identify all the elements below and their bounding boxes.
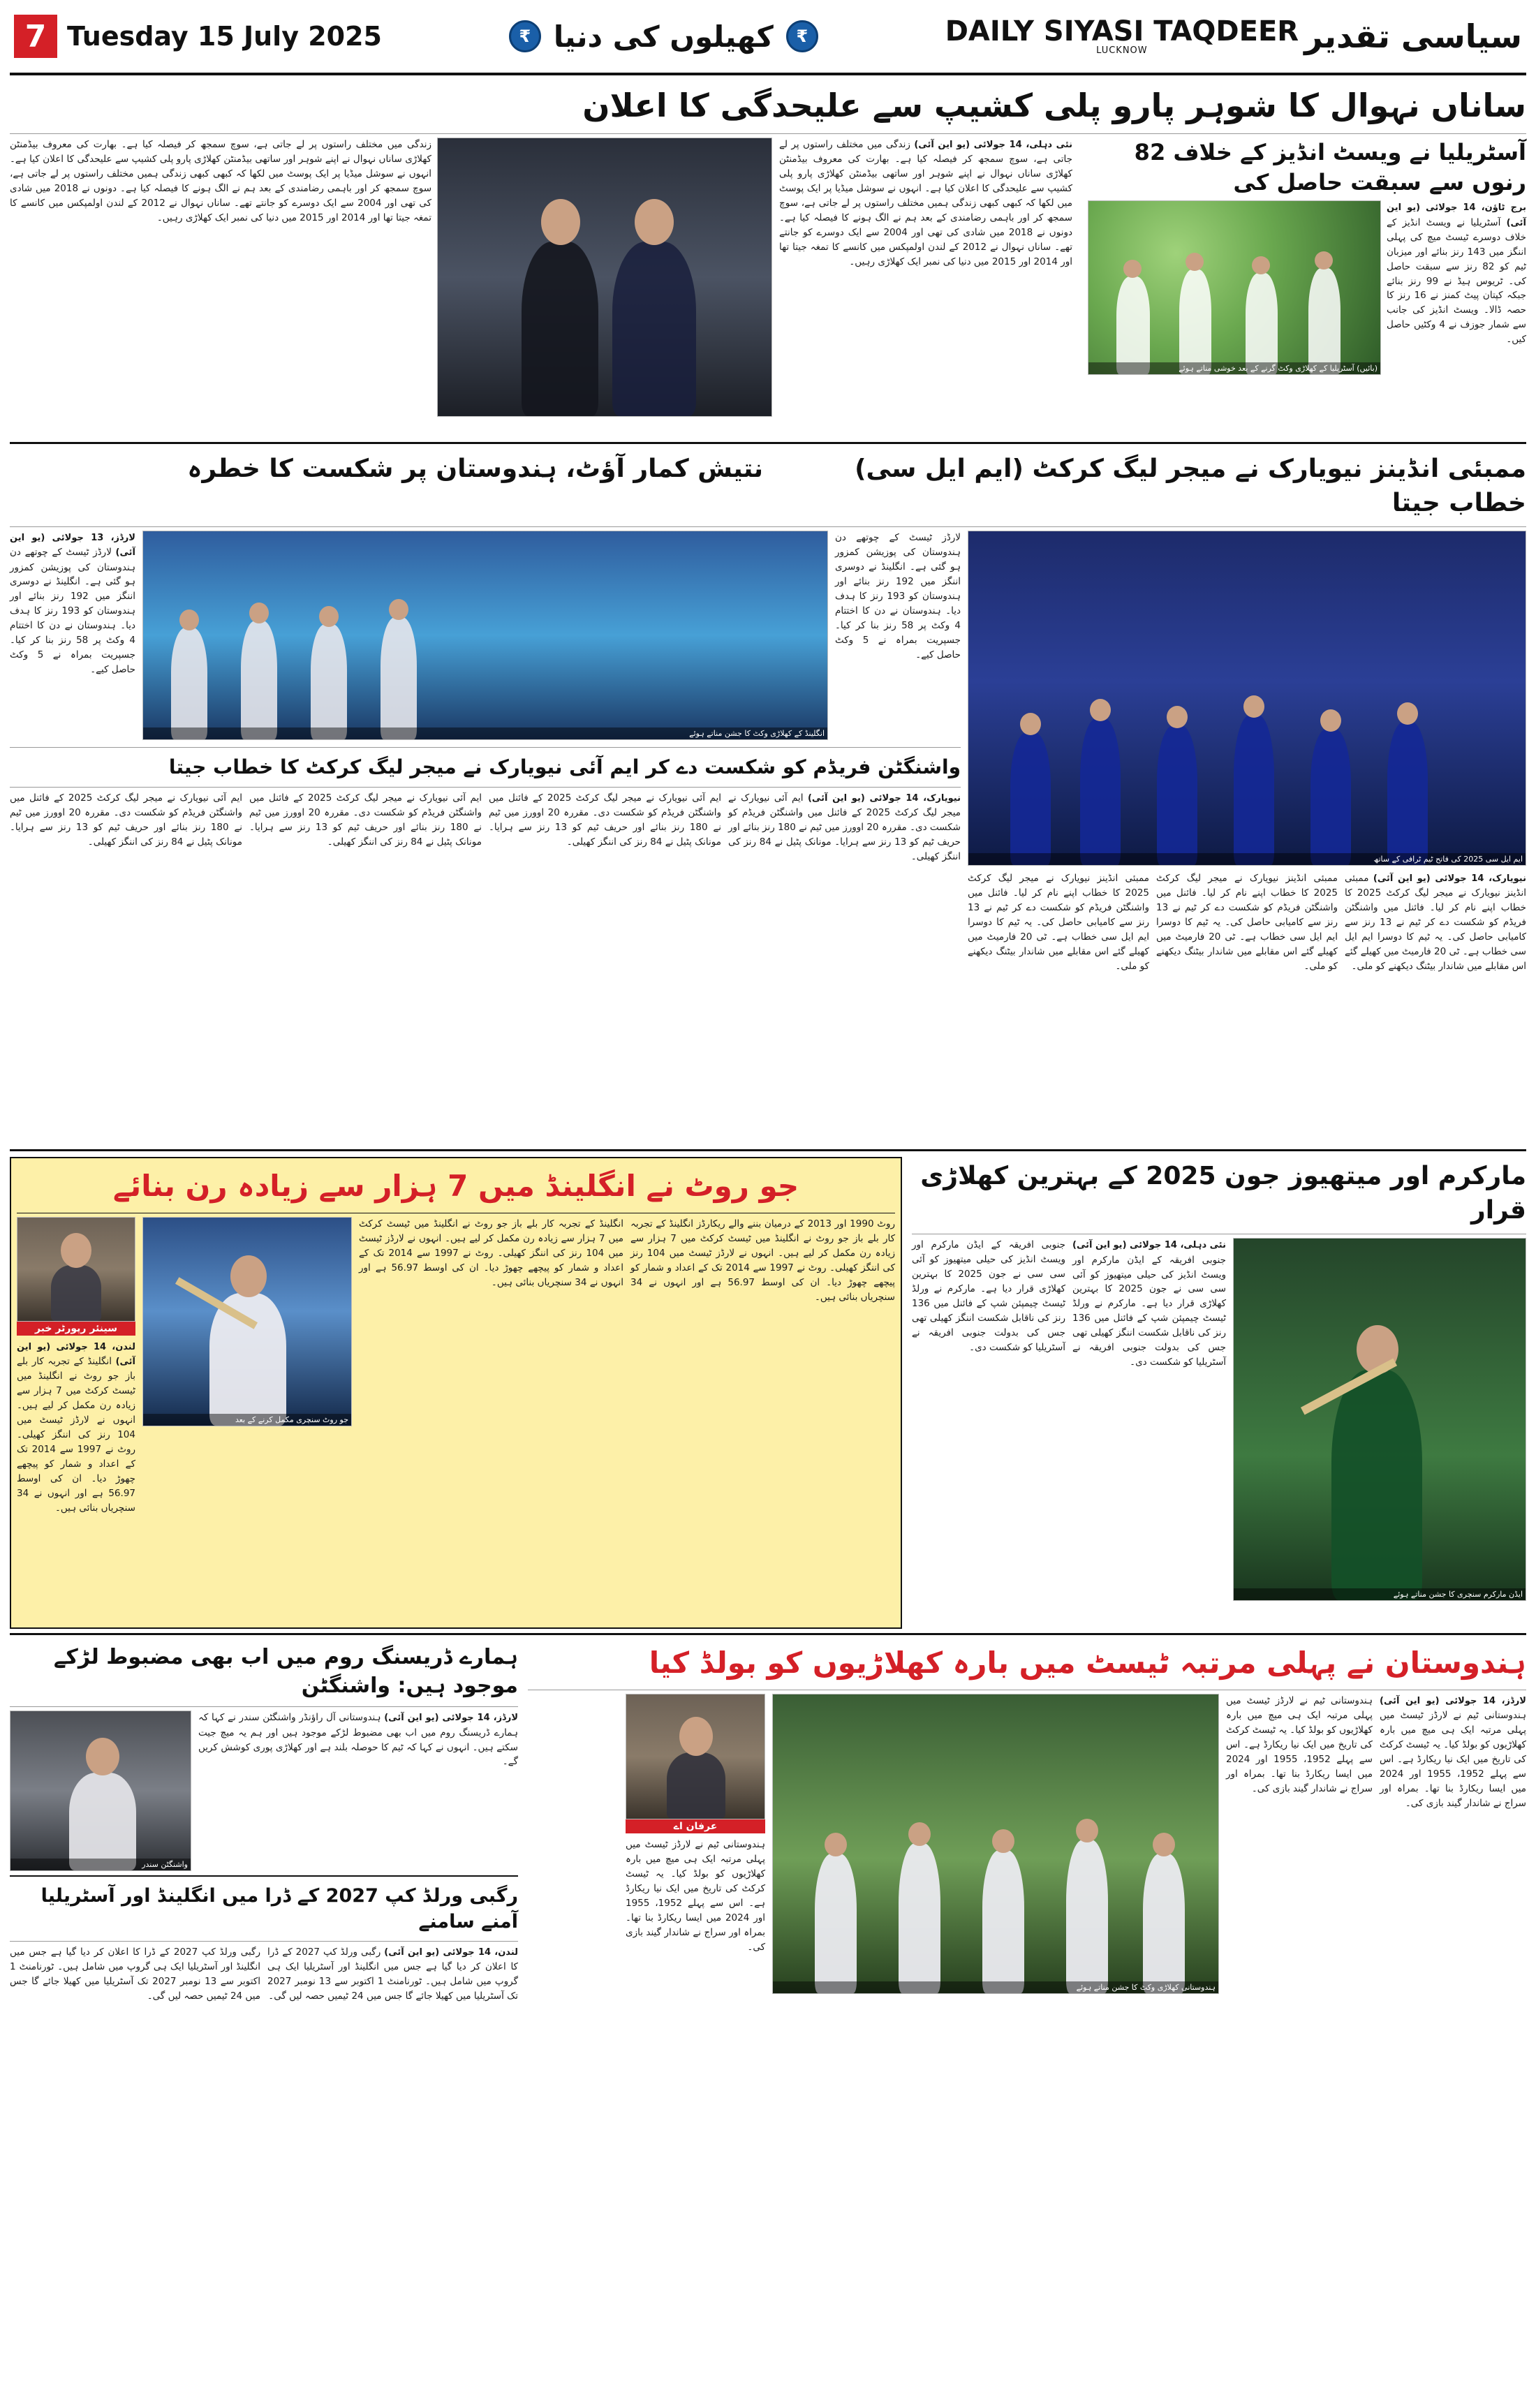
story2-dateline: برج ٹاؤن، 14 جولائی (یو این آئی) [1387, 202, 1527, 228]
divider-13 [10, 1941, 518, 1942]
date-block [14, 15, 382, 58]
story5-text-3: ایم آئی نیویارک نے میجر لیگ کرکٹ 2025 کے فائنل میں واشنگٹن فریڈم کو شکست دی۔ مقررہ 20 اوورز میں ٹیم نے 180 رنز بنائے اور حریف ٹیم کو 13 رنز سے ہرایا۔ مونانک پٹیل نے 84 رنز کی اننگز کھیلی۔ [249, 792, 482, 848]
story7-byline: سینئر رپورٹر خبر [17, 1322, 135, 1336]
story5-dateline: نیویارک، 14 جولائی (یو این آئی) [807, 793, 961, 804]
logo-sub-text: LUCKNOW [1096, 45, 1148, 56]
story10-body-col-2 [10, 1945, 260, 2004]
divider-1 [10, 133, 1526, 134]
story4-photo-caption: انگلینڈ کے کھلاڑی وکٹ کا جشن مناتے ہوئے [143, 727, 827, 739]
story7-text-2: انگلینڈ کے تجربہ کار بلے باز جو روٹ نے انگلینڈ میں ٹیسٹ کرکٹ میں 7 ہزار سے زیادہ رن مکمل کر لیے ہیں۔ انہوں نے لارڈز ٹیسٹ میں 104 رنز کی اننگز کھیلی۔ روٹ نے 1997 سے 2014 تک کے اعداد و شمار کو پیچھے چھوڑ دیا۔ ان کی اوسط 56.97 ہے اور انہوں نے 34 سنچریاں بنائی ہیں۔ [359, 1218, 623, 1288]
row-top [10, 81, 1526, 438]
section-band [509, 20, 818, 54]
story8-byline-photo [626, 1694, 765, 1819]
row-middle-columns [10, 531, 1526, 1145]
story6-text-2: جنوبی افریقہ کے ایڈن مارکرم اور ویسٹ انڈیز کی حیلی میتھیوز کو آئی سی سی نے جون 2025 کا بہترین کھلاڑی قرار دیا ہے۔ مارکرم نے ورلڈ ٹیسٹ چیمپئن شپ کے فائنل میں 136 رنز کی ناقابل شکست اننگز کھیلی تھی جس کی بدولت جنوبی افریقہ نے آسٹریلیا کو شکست دی۔ [912, 1239, 1065, 1353]
story9-10-block [10, 1641, 518, 2004]
story7-body-col-2 [359, 1217, 623, 1516]
story5-body-col-4 [10, 791, 242, 864]
story7-text-3: انگلینڈ کے تجربہ کار بلے باز جو روٹ نے انگلینڈ میں ٹیسٹ کرکٹ میں 7 ہزار سے زیادہ رن مکمل کر لیے ہیں۔ انہوں نے لارڈز ٹیسٹ میں 104 رنز کی اننگز کھیلی۔ روٹ نے 1997 سے 2014 تک کے اعداد و شمار کو پیچھے چھوڑ دیا۔ ان کی اوسط 56.97 ہے اور انہوں نے 34 سنچریاں بنائی ہیں۔ [17, 1356, 136, 1514]
story3-body-col-3 [968, 871, 1149, 974]
story3-text: ممبئی انڈینز نیویارک نے میجر لیگ کرکٹ 2025 کا خطاب اپنے نام کر لیا۔ فائنل میں واشنگٹن فریڈم کو شکست دے کر ٹیم نے 13 رنز سے کامیابی حاصل کی۔ یہ ٹیم کا دوسرا ایم ایل سی خطاب ہے۔ ٹی 20 فارمیٹ میں کھیلے گئے اس مقابلے میں شاندار بیٹنگ دیکھنے کو ملی۔ [1345, 873, 1526, 973]
row-top-columns [10, 138, 1526, 438]
page-number-badge: 7 [14, 15, 57, 58]
story4-block [10, 531, 961, 1145]
story6-body-col-2 [912, 1238, 1065, 1629]
story8-block [528, 1641, 1526, 2004]
story1-headline: ساناں نہوال کا شوہر پارو پلی کشیپ سے علیحدگی کا اعلان [582, 87, 1526, 124]
divider-4 [10, 747, 961, 748]
story9-body-col-1 [198, 1711, 518, 1871]
story2-text: آسٹریلیا نے ویسٹ انڈیز کے خلاف دوسرے ٹیسٹ میچ کی پہلی اننگز میں 143 رنز بنائے اور میزبان ٹیم کو 82 رنز سے سبقت حاصل کی۔ ٹریوس ہیڈ نے 99 رنز بنائے جبکہ کپتان پیٹ کمنز نے 16 رنز کا حصہ ڈالا۔ ویسٹ انڈیز کی جانب سے شمار جوزف نے 4 وکٹیں حاصل کیں۔ [1387, 216, 1526, 346]
story4-headline: نتیش کمار آؤٹ، ہندوستان پر شکست کا خطرہ [187, 455, 763, 484]
story7-body-col-1 [630, 1217, 895, 1516]
story10-dateline: لندن، 14 جولائی (یو این آئی) [384, 1947, 519, 1958]
story4-photo [142, 531, 828, 740]
section-title: کھیلوں کی دنیا [553, 19, 774, 54]
story6-text-1: جنوبی افریقہ کے ایڈن مارکرم اور ویسٹ انڈیز کی حیلی میتھیوز کو آئی سی سی نے جون 2025 کا بہترین کھلاڑی قرار دیا ہے۔ مارکرم نے ورلڈ ٹیسٹ چیمپئن شپ کے فائنل میں 136 رنز کی ناقابل شکست اننگز کھیلی تھی جس کی بدولت جنوبی افریقہ نے آسٹریلیا کو شکست دی۔ [1072, 1254, 1226, 1368]
story8-body-col-3 [626, 1838, 765, 1954]
story8-text-2: ہندوستانی ٹیم نے لارڈز ٹیسٹ میں پہلی مرتبہ ایک ہی میچ میں بارہ کھلاڑیوں کو بولڈ کیا۔ یہ ٹیسٹ کرکٹ کی تاریخ میں ایک نیا ریکارڈ ہے۔ اس سے پہلے 1952، 1955 اور 2024 میں ایسا ریکارڈ بنا تھا۔ بمراہ اور سراج نے شاندار گیند بازی کی۔ [1226, 1695, 1373, 1794]
story7-headline: جو روٹ نے انگلینڈ میں 7 ہزار سے زیادہ رن بنائے [112, 1169, 799, 1204]
story5-body-col-1 [728, 791, 961, 864]
story8-photo [772, 1694, 1219, 1994]
story4-body-col-1 [835, 531, 961, 740]
story8-photo-caption: ہندوستانی کھلاڑی وکٹ کا جشن مناتے ہوئے [773, 1981, 1218, 1993]
story3-body-col-1 [1345, 871, 1526, 974]
story9-headline: ہمارے ڈریسنگ روم میں اب بھی مضبوط لڑکے موجود ہیں: واشنگٹن [53, 1645, 518, 1698]
story6-body-col-1 [1072, 1238, 1226, 1629]
story5-text-4: ایم آئی نیویارک نے میجر لیگ کرکٹ 2025 کے فائنل میں واشنگٹن فریڈم کو شکست دی۔ مقررہ 20 اوورز میں ٹیم نے 180 رنز بنائے اور حریف ٹیم کو 13 رنز سے ہرایا۔ مونانک پٹیل نے 84 رنز کی اننگز کھیلی۔ [10, 792, 242, 848]
story6-photo-caption: ایڈن مارکرم سنچری کا جشن مناتے ہوئے [1234, 1588, 1526, 1600]
issue-date: Tuesday 15 July 2025 [67, 21, 382, 52]
divider-3 [10, 526, 1526, 527]
story8-text-3: ہندوستانی ٹیم نے لارڈز ٹیسٹ میں پہلی مرتبہ ایک ہی میچ میں بارہ کھلاڑیوں کو بولڈ کیا۔ یہ ٹیسٹ کرکٹ کی تاریخ میں ایک نیا ریکارڈ ہے۔ اس سے پہلے 1952، 1955 اور 2024 میں ایسا ریکارڈ بنا تھا۔ بمراہ اور سراج نے شاندار گیند بازی کی۔ [626, 1839, 765, 1953]
story3-dateline: نیویارک، 14 جولائی (یو این آئی) [1373, 873, 1526, 885]
story7-text-1: روٹ 1990 اور 2013 کے درمیان بننے والے ریکارڈز [696, 1218, 895, 1229]
story1-photo-block [10, 138, 772, 438]
story5-text-2: ایم آئی نیویارک نے میجر لیگ کرکٹ 2025 کے فائنل میں واشنگٹن فریڈم کو شکست دی۔ مقررہ 20 اوورز میں ٹیم نے 180 رنز بنائے اور حریف ٹیم کو 13 رنز سے ہرایا۔ مونانک پٹیل نے 84 رنز کی اننگز کھیلی۔ [489, 792, 721, 848]
story3-body-col-2 [1156, 871, 1338, 974]
divider-5 [10, 787, 961, 788]
logo-main-text: DAILY SIYASI TAQDEER [945, 15, 1299, 47]
story5-body-col-2 [489, 791, 721, 864]
story1-text-2: زندگی میں مختلف راستوں پر لے جاتی ہے، سوچ سمجھ کر فیصلہ کیا ہے۔ بھارت کی معروف بیڈمنٹن کھلاڑی ساناں نہوال نے اپنے شوہر اور ساتھی بیڈمنٹن کھلاڑی پارو پلی کشیپ سے علیحدگی کا اعلان کیا ہے۔ انہوں نے سوشل میڈیا پر ایک پوسٹ میں لکھا کہ کبھی کبھی زندگی ہمیں مختلف راستوں پر لے جاتی ہے، سوچ سمجھ کر اور باہمی رضامندی کے بعد ہم نے الگ ہونے کا فیصلہ کیا ہے۔ دونوں نے 2018 میں شادی کی تھی اور 2004 سے ایک دوسرے کو جانتے تھے۔ ساناں نہوال نے 2012 کے لندن اولمپکس میں کانسے کا تمغہ جیتا تھا اور 2014 اور 2015 میں دنیا کی نمبر ایک کھلاڑی رہیں۔ [10, 139, 432, 223]
divider-11 [10, 1706, 518, 1707]
row-third [10, 1157, 1526, 1629]
story4-text-2: لارڈز ٹیسٹ کے چوتھے دن ہندوستان کی پوزیشن کمزور ہو گئی ہے۔ انگلینڈ نے دوسری اننگز میں 192 رنز بنائے اور ہندوستان کو 193 رنز کا ہدف دیا۔ ہندوستان نے دن کا اختتام 4 وکٹ پر 58 رنز بنا کر کیا۔ جسپریت بمراہ نے 5 وکٹ حاصل کیے۔ [10, 547, 135, 676]
story1-photo [437, 138, 772, 417]
story7-photo-caption: جو روٹ سنچری مکمل کرنے کے بعد [143, 1414, 351, 1426]
story7-text-1b: انگلینڈ کے تجربہ کار بلے باز جو روٹ نے انگلینڈ میں ٹیسٹ کرکٹ میں 7 ہزار سے زیادہ رن مکمل کر لیے ہیں۔ انہوں نے لارڈز ٹیسٹ میں 104 رنز کی اننگز کھیلی۔ روٹ نے 1997 سے 2014 تک کے اعداد و شمار کو پیچھے چھوڑ دیا۔ ان کی اوسط 56.97 ہے اور انہوں نے 34 سنچریاں بنائی ہیں۔ [630, 1218, 896, 1303]
story3-headline: ممبئی انڈینز نیویارک نے میجر لیگ کرکٹ (ایم ایل سی) خطاب جیتا [855, 455, 1526, 517]
newspaper-logo [945, 17, 1522, 56]
story9-dateline: لارڈز، 14 جولائی (یو این آئی) [384, 1713, 519, 1724]
logo-urdu-text: سیاسی تقدیر [1304, 17, 1522, 55]
story10-body-col-1 [267, 1945, 518, 2004]
story7-dateline: لندن، 14 جولائی (یو این آئی) [17, 1341, 136, 1368]
story1-dateline: نئی دہلی، 14 جولائی (یو این آئی) [914, 140, 1073, 151]
story6-block [912, 1157, 1526, 1629]
story5-body-col-3 [249, 791, 482, 864]
divider-6 [10, 1149, 1526, 1151]
story7-block [10, 1157, 902, 1629]
story7-byline-photo [17, 1217, 135, 1322]
story1-text-columns [779, 138, 1072, 438]
row-middle [10, 450, 1526, 1145]
story2-headline: آسٹریلیا نے ویسٹ انڈیز کے خلاف 82 رنوں سے سبقت حاصل کی [1134, 139, 1526, 196]
story3-photo [968, 531, 1526, 866]
coin-icon-right: ₹ [786, 20, 818, 52]
story2-body [1387, 200, 1526, 438]
story4-text-1: لارڈز ٹیسٹ کے چوتھے دن ہندوستان کی پوزیشن کمزور ہو گئی ہے۔ انگلینڈ نے دوسری اننگز میں 192 رنز بنائے اور ہندوستان کو 193 رنز کا ہدف دیا۔ ہندوستان نے دن کا اختتام 4 وکٹ پر 58 رنز بنا کر کیا۔ جسپریت بمراہ نے 5 وکٹ حاصل کیے۔ [835, 532, 961, 660]
divider-12 [10, 1875, 518, 1877]
story6-photo [1233, 1238, 1526, 1601]
story9-photo-caption: واشنگٹن سندر [10, 1859, 191, 1870]
story6-headline: مارکرم اور میتھیوز جون 2025 کے بہترین کھلاڑی قرار [920, 1162, 1526, 1225]
story8-dateline: لارڈز، 14 جولائی (یو این آئی) [1380, 1696, 1526, 1707]
story7-photo [142, 1217, 352, 1426]
story3-text-2: ممبئی انڈینز نیویارک نے میجر لیگ کرکٹ 2025 کا خطاب اپنے نام کر لیا۔ فائنل میں واشنگٹن فریڈم کو شکست دے کر ٹیم نے 13 رنز سے کامیابی حاصل کی۔ یہ ٹیم کا دوسرا ایم ایل سی خطاب ہے۔ ٹی 20 فارمیٹ میں کھیلے گئے اس مقابلے میں شاندار بیٹنگ دیکھنے کو ملی۔ [1156, 873, 1338, 972]
story10-text-2: رگبی ورلڈ کپ 2027 کے ڈرا کا اعلان کر دیا گیا ہے جس میں انگلینڈ اور آسٹریلیا ایک ہی گروپ میں شامل ہیں۔ ٹورنامنٹ 1 اکتوبر سے 13 نومبر 2027 تک آسٹریلیا میں کھیلا جائے گا جس میں 24 ٹیمیں حصہ لیں گی۔ [10, 1947, 260, 2002]
story8-text-1: ہندوستانی ٹیم نے لارڈز ٹیسٹ میں پہلی مرتبہ ایک ہی میچ میں بارہ کھلاڑیوں کو بولڈ کیا۔ یہ ٹیسٹ کرکٹ کی تاریخ میں ایک نیا ریکارڈ ہے۔ اس سے پہلے 1952، 1955 اور 2024 میں ایسا ریکارڈ بنا تھا۔ بمراہ اور سراج نے شاندار گیند بازی کی۔ [1380, 1710, 1526, 1809]
story5-text-1: ایم آئی نیویارک نے میجر لیگ کرکٹ 2025 کے فائنل میں واشنگٹن فریڈم کو شکست دی۔ مقررہ 20 اوورز میں ٹیم نے 180 رنز بنائے اور حریف ٹیم کو 13 رنز سے ہرایا۔ مونانک پٹیل نے 84 رنز کی اننگز کھیلی۔ [728, 792, 961, 862]
row-bottom [10, 1641, 1526, 2004]
story3-block [968, 531, 1526, 1145]
story8-headline: ہندوستان نے پہلی مرتبہ ٹیسٹ میں بارہ کھلاڑیوں کو بولڈ کیا [649, 1646, 1526, 1681]
story1-body-col-2 [10, 138, 431, 438]
story3-text-3: ممبئی انڈینز نیویارک نے میجر لیگ کرکٹ 2025 کا خطاب اپنے نام کر لیا۔ فائنل میں واشنگٹن فریڈم کو شکست دے کر ٹیم نے 13 رنز سے کامیابی حاصل کی۔ یہ ٹیم کا دوسرا ایم ایل سی خطاب ہے۔ ٹی 20 فارمیٹ میں کھیلے گئے اس مقابلے میں شاندار بیٹنگ دیکھنے کو ملی۔ [968, 873, 1149, 972]
divider-2 [10, 442, 1526, 444]
story9-text-1: ہندوستانی آل راؤنڈر واشنگٹن سندر نے کہا کہ ہمارے ڈریسنگ روم میں اب بھی مضبوط لڑکے موجود ہیں اور ہم یہ میچ جیت سکتے ہیں۔ انہوں نے کہا کہ ٹیم کا حوصلہ بلند ہے اور کھلاڑی پوری کوشش کریں گے۔ [198, 1712, 518, 1768]
story8-body-col-1 [1380, 1694, 1526, 1994]
story6-dateline: نئی دہلی، 14 جولائی (یو این آئی) [1072, 1240, 1226, 1251]
story4-dateline: لارڈز، 13 جولائی (یو این آئی) [10, 533, 135, 559]
story8-body-col-2 [1226, 1694, 1373, 1994]
coin-icon-left: ₹ [509, 20, 541, 52]
story10-text-1: رگبی ورلڈ کپ 2027 کے ڈرا کا اعلان کر دیا گیا ہے جس میں انگلینڈ اور آسٹریلیا ایک ہی گروپ میں شامل ہیں۔ ٹورنامنٹ 1 اکتوبر سے 13 نومبر 2027 تک آسٹریلیا میں کھیلا جائے گا جس میں 24 ٹیمیں حصہ لیں گی۔ [267, 1947, 518, 2002]
story3-photo-caption: ایم ایل سی 2025 کی فاتح ٹیم ٹرافی کے ساتھ [968, 853, 1526, 865]
story7-body-col-3 [17, 1340, 135, 1516]
story2-photo-caption: (بائیں) آسٹریلیا کے کھلاڑی وکٹ گرنے کے بعد خوشی مناتے ہوئے [1088, 362, 1380, 374]
story5-headline: واشنگٹن فریڈم کو شکست دے کر ایم آئی نیویارک نے میجر لیگ کرکٹ کا خطاب جیتا [168, 755, 961, 779]
masthead [10, 0, 1526, 75]
story10-headline: رگبی ورلڈ کپ 2027 کے ڈرا میں انگلینڈ اور آسٹریلیا آمنے سامنے [40, 1885, 518, 1933]
divider-9 [10, 1633, 1526, 1635]
story2-photo [1088, 200, 1381, 375]
story9-photo [10, 1711, 191, 1871]
story8-byline: عرفان اے [626, 1819, 765, 1833]
story1-body-col-1 [779, 138, 1072, 438]
story2-block [1079, 138, 1526, 438]
story1-text: زندگی میں مختلف راستوں پر لے جاتی ہے، سوچ سمجھ کر فیصلہ کیا ہے۔ بھارت کی معروف بیڈمنٹن کھلاڑی ساناں نہوال نے اپنے شوہر اور ساتھی بیڈمنٹن کھلاڑی پارو پلی کشیپ سے علیحدگی کا اعلان کیا ہے۔ انہوں نے سوشل میڈیا پر ایک پوسٹ میں لکھا کہ کبھی کبھی زندگی ہمیں مختلف راستوں پر لے جاتی ہے، سوچ سمجھ کر اور باہمی رضامندی کے بعد ہم نے الگ ہونے کا فیصلہ کیا ہے۔ دونوں نے 2018 میں شادی کی تھی اور 2004 سے ایک دوسرے کو جانتے تھے۔ ساناں نہوال نے 2012 کے لندن اولمپکس میں کانسے کا تمغہ جیتا تھا اور 2014 اور 2015 میں دنیا کی نمبر ایک کھلاڑی رہیں۔ [779, 139, 1072, 267]
story4-body-col-2 [10, 531, 135, 740]
